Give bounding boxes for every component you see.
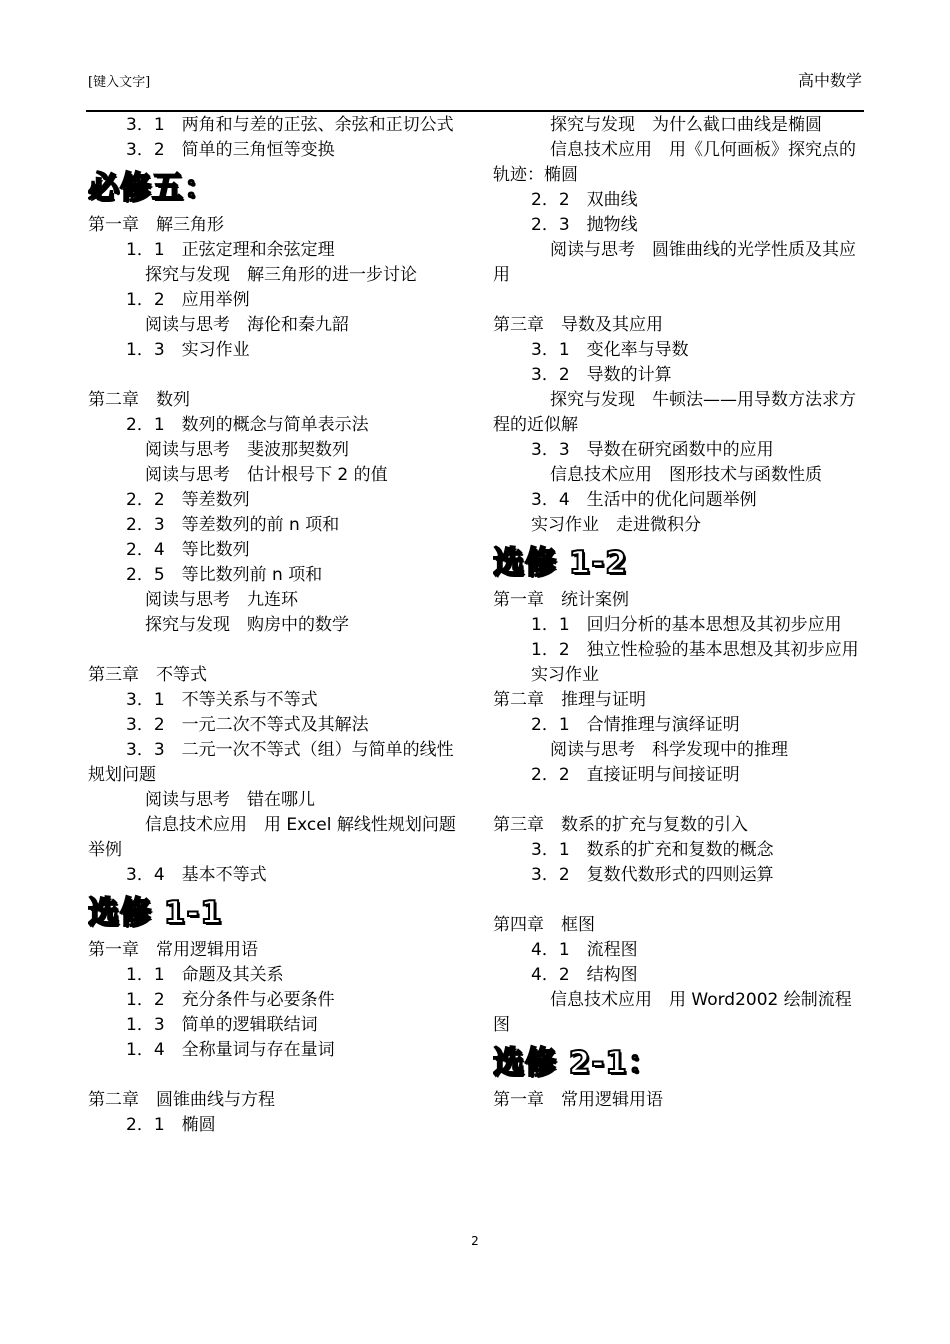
left-section-entry: 2．1 数列的概念与简单表示法 bbox=[126, 415, 369, 435]
right-chapter-title: 第一章 常用逻辑用语 bbox=[493, 1090, 663, 1110]
right-section-entry: 4．2 结构图 bbox=[531, 965, 638, 985]
right-sub-entry: 阅读与思考 圆锥曲线的光学性质及其应用 bbox=[493, 240, 856, 285]
right-section-entry: 1．2 独立性检验的基本思想及其初步应用 bbox=[531, 640, 859, 660]
right-chapter-title: 第二章 推理与证明 bbox=[493, 690, 646, 710]
left-section-entry: 3．1 不等关系与不等式 bbox=[126, 690, 318, 710]
right-section-entry: 2．2 双曲线 bbox=[531, 190, 638, 210]
left-section-entry: 1．1 命题及其关系 bbox=[126, 965, 284, 985]
right-section-entry: 1．1 回归分析的基本思想及其初步应用 bbox=[531, 615, 842, 635]
right-section-entry: 3．2 复数代数形式的四则运算 bbox=[531, 865, 774, 885]
right-chapter-title: 第三章 数系的扩充与复数的引入 bbox=[493, 815, 748, 835]
left-spacer bbox=[88, 363, 460, 388]
left-section-entry: 3．4 基本不等式 bbox=[126, 865, 267, 885]
left-section-heading: 必修五： bbox=[88, 170, 216, 206]
left-chapter-title: 第一章 常用逻辑用语 bbox=[88, 940, 258, 960]
left-section-heading: 选修 1-1 bbox=[88, 895, 223, 931]
left-sub-entry: 信息技术应用 用 Excel 解线性规划问题举例 bbox=[88, 815, 456, 860]
right-sub-entry: 信息技术应用 图形技术与函数性质 bbox=[550, 465, 822, 485]
right-section-entry: 2．1 合情推理与演绎证明 bbox=[531, 715, 740, 735]
left-sub-entry: 阅读与思考 海伦和秦九韶 bbox=[145, 315, 349, 335]
right-section-entry: 3．1 数系的扩充和复数的概念 bbox=[531, 840, 774, 860]
left-section-entry: 3．2 一元二次不等式及其解法 bbox=[126, 715, 369, 735]
page-number: 2 bbox=[471, 1234, 479, 1248]
left-section-entry: 1．3 实习作业 bbox=[126, 340, 250, 360]
left-section-entry: 1．1 正弦定理和余弦定理 bbox=[126, 240, 335, 260]
left-spacer bbox=[88, 638, 460, 663]
right-section-heading: 选修 2-1： bbox=[493, 1045, 660, 1081]
right-section-entry: 3．3 导数在研究函数中的应用 bbox=[531, 440, 774, 460]
left-chapter-title: 第二章 数列 bbox=[88, 390, 190, 410]
header-right-text: 高中数学 bbox=[797, 71, 862, 90]
right-section-entry: 实习作业 bbox=[531, 665, 599, 685]
right-section-entry: 3．4 生活中的优化问题举例 bbox=[531, 490, 757, 510]
left-section-entry: 3．3 二元一次不等式（组）与简单的线性规划问题 bbox=[88, 740, 454, 785]
left-sub-entry: 探究与发现 购房中的数学 bbox=[145, 615, 349, 635]
left-section-entry: 2．4 等比数列 bbox=[126, 540, 250, 560]
left-column bbox=[88, 113, 460, 1138]
right-sub-entry: 信息技术应用 用《几何画板》探究点的轨迹：椭圆 bbox=[493, 140, 856, 185]
right-sub-entry: 信息技术应用 用 Word2002 绘制流程图 bbox=[493, 990, 852, 1035]
right-chapter-title: 第一章 统计案例 bbox=[493, 590, 629, 610]
left-section-entry: 1．4 全称量词与存在量词 bbox=[126, 1040, 335, 1060]
right-section-entry: 2．2 直接证明与间接证明 bbox=[531, 765, 740, 785]
left-sub-entry: 阅读与思考 九连环 bbox=[145, 590, 298, 610]
left-section-entry: 2．3 等差数列的前 n 项和 bbox=[126, 515, 340, 535]
right-section-entry: 实习作业 走进微积分 bbox=[531, 515, 701, 535]
right-sub-entry: 探究与发现 牛顿法——用导数方法求方程的近似解 bbox=[493, 390, 856, 435]
right-section-entry: 4．1 流程图 bbox=[531, 940, 638, 960]
left-section-entry: 3．1 两角和与差的正弦、余弦和正切公式 bbox=[126, 115, 454, 135]
right-section-entry: 2．3 抛物线 bbox=[531, 215, 638, 235]
right-spacer bbox=[493, 888, 865, 913]
header-left-text: [键入文字] bbox=[88, 75, 151, 90]
right-sub-entry: 阅读与思考 科学发现中的推理 bbox=[550, 740, 788, 760]
right-chapter-title: 第四章 框图 bbox=[493, 915, 595, 935]
left-sub-entry: 探究与发现 解三角形的进一步讨论 bbox=[145, 265, 417, 285]
right-section-entry: 3．1 变化率与导数 bbox=[531, 340, 689, 360]
right-sub-entry: 探究与发现 为什么截口曲线是椭圆 bbox=[550, 115, 822, 135]
left-section-entry: 2．5 等比数列前 n 项和 bbox=[126, 565, 323, 585]
right-chapter-title: 第三章 导数及其应用 bbox=[493, 315, 663, 335]
left-section-entry: 1．2 充分条件与必要条件 bbox=[126, 990, 335, 1010]
left-section-entry: 2．1 椭圆 bbox=[126, 1115, 216, 1135]
left-sub-entry: 阅读与思考 斐波那契数列 bbox=[145, 440, 349, 460]
right-column bbox=[493, 113, 865, 1113]
right-spacer bbox=[493, 788, 865, 813]
left-sub-entry: 阅读与思考 错在哪儿 bbox=[145, 790, 315, 810]
left-section-entry: 3．2 简单的三角恒等变换 bbox=[126, 140, 335, 160]
left-chapter-title: 第一章 解三角形 bbox=[88, 215, 224, 235]
right-section-heading: 选修 1-2 bbox=[493, 545, 628, 581]
left-spacer bbox=[88, 1063, 460, 1088]
header-divider bbox=[86, 110, 864, 112]
left-sub-entry: 阅读与思考 估计根号下 2 的值 bbox=[145, 465, 388, 485]
left-section-entry: 2．2 等差数列 bbox=[126, 490, 250, 510]
left-chapter-title: 第三章 不等式 bbox=[88, 665, 207, 685]
left-section-entry: 1．3 简单的逻辑联结词 bbox=[126, 1015, 318, 1035]
right-section-entry: 3．2 导数的计算 bbox=[531, 365, 672, 385]
right-spacer bbox=[493, 288, 865, 313]
left-chapter-title: 第二章 圆锥曲线与方程 bbox=[88, 1090, 275, 1110]
left-section-entry: 1．2 应用举例 bbox=[126, 290, 250, 310]
